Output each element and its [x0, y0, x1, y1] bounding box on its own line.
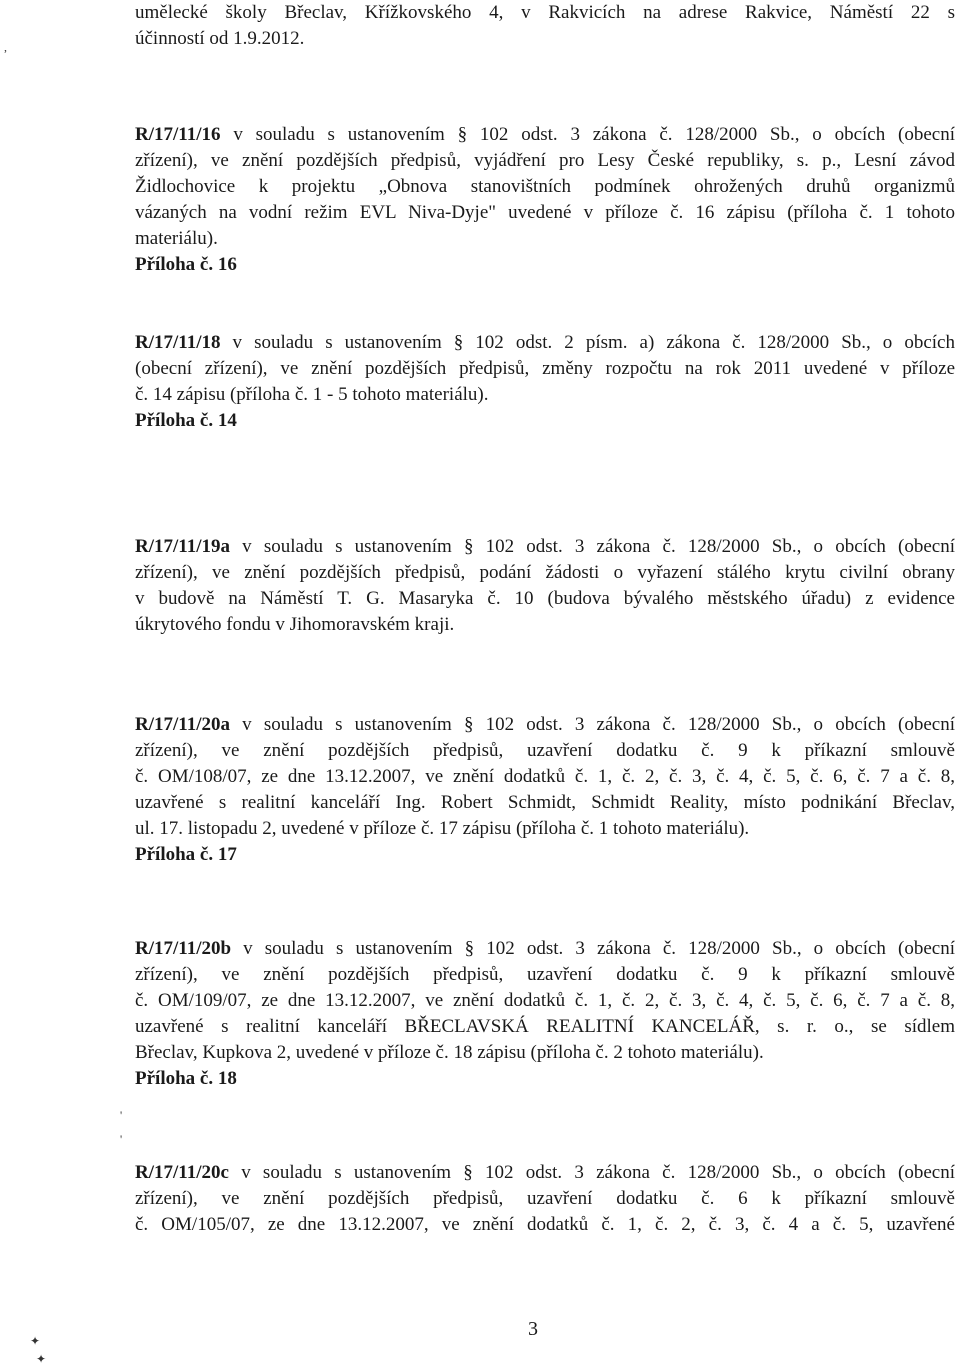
text-line: č. OM/105/07, ze dne 13.12.2007, ve znění dodatků č. 1, č. 2, č. 3, č. 4 a č. 5, uzavřené: [135, 1214, 955, 1235]
attachment-label: Příloha č. 17: [135, 844, 237, 865]
text-line: úkrytového fondu v Jihomoravském kraji.: [135, 614, 455, 635]
text-line: účinností od 1.9.2012.: [135, 28, 305, 49]
text-line: Břeclav, Kupkova 2, uvedené v příloze č. 18 zápisu (příloha č. 2 tohoto materiálu).: [135, 1042, 764, 1063]
resolution-r-17-11-16: [135, 122, 955, 278]
resolution-ref: R/17/11/16: [135, 124, 221, 145]
text-line: č. OM/108/07, ze dne 13.12.2007, ve znění dodatků č. 1, č. 2, č. 3, č. 4, č. 5, č. 6, č. 7 a č. 8,: [135, 766, 955, 787]
text-line: zřízení), ve znění pozdějších předpisů, podání žádosti o vyřazení stálého krytu civilní obrany: [135, 562, 955, 583]
attachment-label: Příloha č. 18: [135, 1068, 237, 1089]
resolution-ref: R/17/11/20a: [135, 714, 231, 735]
attachment-label: Příloha č. 16: [135, 254, 237, 275]
resolution-r-17-11-20b: [135, 936, 955, 1092]
attachment-label: Příloha č. 14: [135, 410, 237, 431]
text-line: zřízení), ve znění pozdějších předpisů, uzavření dodatku č. 6 k příkazní smlouvě: [135, 1188, 955, 1209]
intro-paragraph: [135, 0, 955, 52]
page-number: 3: [528, 1318, 538, 1340]
text-line: R/17/11/20b v souladu s ustanovením § 102 odst. 3 zákona č. 128/2000 Sb., o obcích (obecní: [135, 938, 955, 959]
text-line: uzavřené s realitní kanceláří Ing. Robert Schmidt, Schmidt Reality, místo podnikání Břeclav,: [135, 792, 955, 813]
text-line: ul. 17. listopadu 2, uvedené v příloze č. 17 zápisu (příloha č. 1 tohoto materiálu).: [135, 818, 750, 839]
text-line: R/17/11/16 v souladu s ustanovením § 102 odst. 3 zákona č. 128/2000 Sb., o obcích (obecní: [135, 124, 955, 145]
text-line: (obecní zřízení), ve znění pozdějších předpisů, změny rozpočtu na rok 2011 uvedené v příloze: [135, 358, 955, 379]
resolution-ref: R/17/11/19a: [135, 536, 231, 557]
text-line: zřízení), ve znění pozdějších předpisů, vyjádření pro Lesy České republiky, s. p., Lesní závod: [135, 150, 955, 171]
resolution-ref: R/17/11/18: [135, 332, 221, 353]
text-line: č. OM/109/07, ze dne 13.12.2007, ve znění dodatků č. 1, č. 2, č. 3, č. 4, č. 5, č. 6, č. 7 a č. 8,: [135, 990, 955, 1011]
resolution-r-17-11-19a: [135, 534, 955, 638]
scan-mark: ,: [4, 40, 7, 54]
resolution-ref: R/17/11/20b: [135, 938, 232, 959]
scan-mark: ✦: [30, 1334, 41, 1348]
text-line: Židlochovice k projektu „Obnova stanovištních podmínek ohrožených druhů organizmů: [135, 176, 955, 197]
text-line: zřízení), ve znění pozdějších předpisů, uzavření dodatku č. 9 k příkazní smlouvě: [135, 964, 955, 985]
scan-mark: ': [120, 1108, 123, 1122]
text-line: uzavřené s realitní kanceláří BŘECLAVSKÁ REALITNÍ KANCELÁŘ, s. r. o., se sídlem: [135, 1016, 955, 1037]
scan-mark: ✦: [36, 1352, 47, 1366]
text-line: R/17/11/18 v souladu s ustanovením § 102 odst. 2 písm. a) zákona č. 128/2000 Sb., o obcích: [135, 332, 955, 353]
resolution-ref: R/17/11/20c: [135, 1162, 229, 1183]
text-line: materiálu).: [135, 228, 218, 249]
text-line: v budově na Náměstí T. G. Masaryka č. 10 (budova bývalého městského úřadu) z evidence: [135, 588, 955, 609]
resolution-r-17-11-18: [135, 330, 955, 434]
scan-mark: ': [120, 1132, 123, 1146]
resolution-r-17-11-20a: [135, 712, 955, 868]
resolution-r-17-11-20c: [135, 1160, 955, 1238]
text-line: vázaných na vodní režim EVL Niva-Dyje" uvedené v příloze č. 16 zápisu (příloha č. 1 tohoto: [135, 202, 955, 223]
text-line: R/17/11/19a v souladu s ustanovením § 102 odst. 3 zákona č. 128/2000 Sb., o obcích (obecní: [135, 536, 955, 557]
text-line: zřízení), ve znění pozdějších předpisů, uzavření dodatku č. 9 k příkazní smlouvě: [135, 740, 955, 761]
text-line: umělecké školy Břeclav, Křížkovského 4, v Rakvicích na adrese Rakvice, Náměstí 22 s: [135, 2, 955, 23]
text-line: č. 14 zápisu (příloha č. 1 - 5 tohoto materiálu).: [135, 384, 489, 405]
text-line: R/17/11/20c v souladu s ustanovením § 102 odst. 3 zákona č. 128/2000 Sb., o obcích (obecní: [135, 1162, 955, 1183]
text-line: R/17/11/20a v souladu s ustanovením § 102 odst. 3 zákona č. 128/2000 Sb., o obcích (obecní: [135, 714, 955, 735]
